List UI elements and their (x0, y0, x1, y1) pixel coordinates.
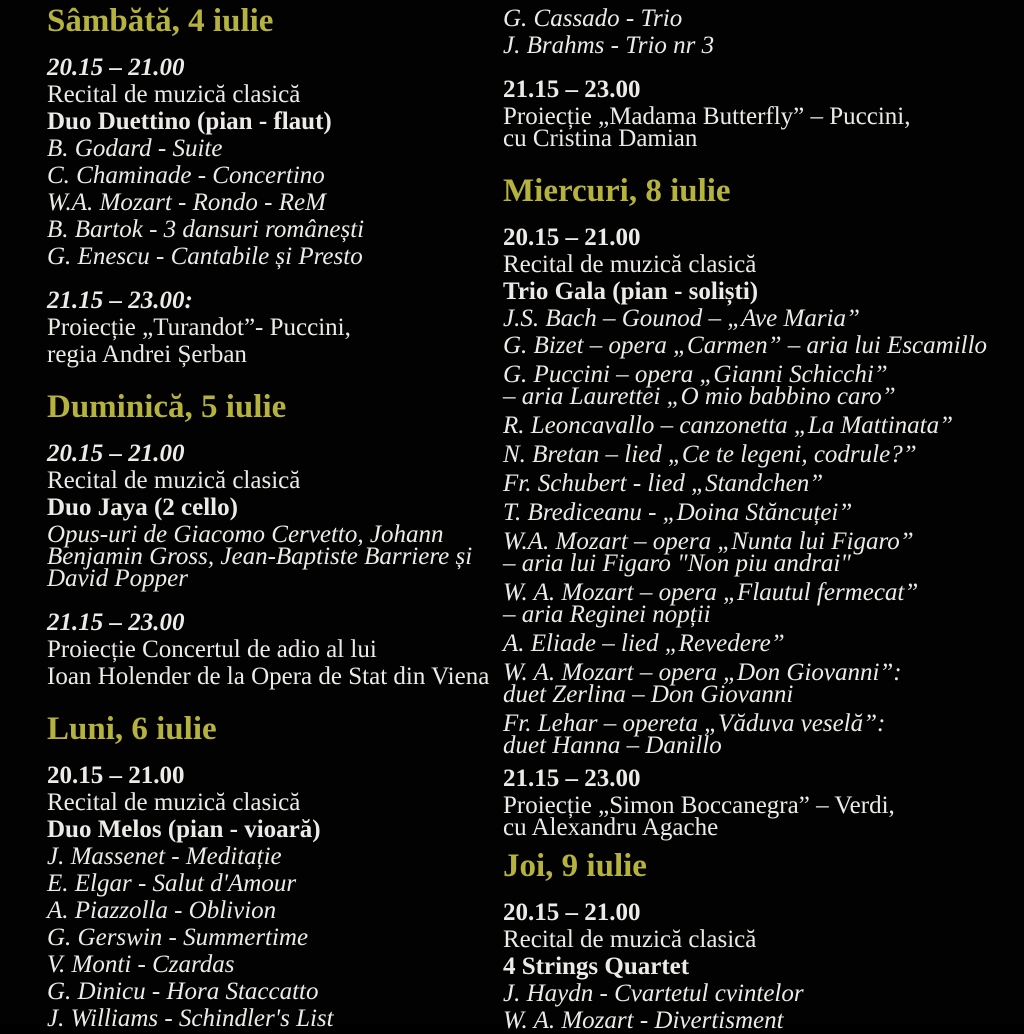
repertoire-line: W.A. Mozart – opera „Nunta lui Figaro” (503, 528, 914, 555)
time-slot: 21.15 – 23.00 (503, 765, 641, 792)
repertoire-line: B. Godard - Suite (47, 135, 223, 162)
repertoire-line: T. Brediceanu - „Doina Stăncuței” (503, 499, 853, 526)
repertoire-line: W. A. Mozart – opera „Don Giovanni”: (503, 659, 902, 686)
repertoire-line: Benjamin Gross, Jean-Baptiste Barriere și (47, 543, 473, 570)
repertoire-line: V. Monti - Czardas (47, 951, 235, 978)
repertoire-line: J. Brahms - Trio nr 3 (503, 32, 715, 59)
ensemble-name: Duo Duettino (pian - flaut) (47, 108, 332, 135)
event-info: Recital de muzică clasică (47, 467, 301, 494)
day-heading: Duminică, 5 iulie (47, 389, 287, 425)
day-heading: Joi, 9 iulie (503, 848, 647, 884)
repertoire-line: G. Puccini – opera „Gianni Schicchi” (503, 361, 888, 388)
repertoire-line: J. Massenet - Meditație (47, 843, 282, 870)
repertoire-line: C. Chaminade - Concertino (47, 162, 325, 189)
day-heading: Miercuri, 8 iulie (503, 173, 731, 209)
event-info: Proiecție „Turandot”- Puccini, (47, 314, 351, 341)
repertoire-line: J. Haydn - Cvartetul cvintelor (503, 980, 804, 1007)
event-info: cu Cristina Damian (503, 125, 698, 152)
day-heading: Luni, 6 iulie (47, 711, 217, 747)
event-info: Recital de muzică clasică (47, 789, 301, 816)
repertoire-line: J. Williams - Schindler's List (47, 1005, 334, 1032)
event-info: cu Alexandru Agache (503, 814, 719, 841)
ensemble-name: 4 Strings Quartet (503, 953, 690, 980)
repertoire-line: David Popper (47, 565, 188, 592)
repertoire-line: – aria Reginei nopții (503, 601, 711, 628)
repertoire-line: G. Enescu - Cantabile și Presto (47, 243, 363, 270)
repertoire-line: Fr. Lehar – opereta „Văduva veselă”: (503, 710, 886, 737)
repertoire-line: duet Hanna – Danillo (503, 732, 722, 759)
event-info: Recital de muzică clasică (503, 926, 757, 953)
repertoire-line: W. A. Mozart - Divertisment (503, 1007, 784, 1034)
time-slot: 20.15 – 21.00 (47, 54, 185, 81)
event-info: Recital de muzică clasică (47, 81, 301, 108)
schedule-column-left (47, 0, 497, 1032)
event-info: Ioan Holender de la Opera de Stat din Viena (47, 663, 490, 690)
schedule-column-right (503, 0, 1018, 1034)
repertoire-line: G. Gerswin - Summertime (47, 924, 309, 951)
repertoire-line: G. Cassado - Trio (503, 5, 683, 32)
event-info: Proiecție Concertul de adio al lui (47, 636, 377, 663)
event-info: Recital de muzică clasică (503, 251, 757, 278)
ensemble-name: Duo Melos (pian - vioară) (47, 816, 321, 843)
ensemble-name: Trio Gala (pian - soliști) (503, 278, 759, 305)
repertoire-line: W. A. Mozart – opera „Flautul fermecat” (503, 579, 919, 606)
time-slot: 20.15 – 21.00 (47, 440, 185, 467)
time-slot: 21.15 – 23.00 (47, 609, 185, 636)
ensemble-name: Duo Jaya (2 cello) (47, 494, 238, 521)
time-slot: 21.15 – 23.00 (503, 76, 641, 103)
event-info: Proiecție „Simon Boccanegra” – Verdi, (503, 792, 895, 819)
event-info: Proiecție „Madama Butterfly” – Puccini, (503, 103, 911, 130)
repertoire-line: duet Zerlina – Don Giovanni (503, 681, 794, 708)
day-heading: Sâmbătă, 4 iulie (47, 3, 274, 39)
repertoire-line: J.S. Bach – Gounod – „Ave Maria” (503, 305, 860, 332)
time-slot: 20.15 – 21.00 (503, 899, 641, 926)
repertoire-line: E. Elgar - Salut d'Amour (47, 870, 297, 897)
repertoire-line: – aria Laurettei „O mio babbino caro” (503, 383, 896, 410)
time-slot: 20.15 – 21.00 (503, 224, 641, 251)
time-slot: 20.15 – 21.00 (47, 762, 185, 789)
repertoire-line: B. Bartok - 3 dansuri românești (47, 216, 365, 243)
event-info: regia Andrei Șerban (47, 341, 247, 368)
repertoire-line: Fr. Schubert - lied „Standchen” (503, 470, 824, 497)
repertoire-line: Opus-uri de Giacomo Cervetto, Johann (47, 521, 444, 548)
repertoire-line: A. Eliade – lied „Revedere” (503, 630, 785, 657)
repertoire-line: A. Piazzolla - Oblivion (47, 897, 277, 924)
repertoire-line: – aria lui Figaro "Non piu andrai" (503, 550, 851, 577)
repertoire-line: G. Dinicu - Hora Staccatto (47, 978, 319, 1005)
repertoire-line: R. Leoncavallo – canzonetta „La Mattinata” (503, 412, 953, 439)
time-slot: 21.15 – 23.00: (47, 287, 193, 314)
repertoire-line: W.A. Mozart - Rondo - ReM (47, 189, 326, 216)
repertoire-line: N. Bretan – lied „Ce te legeni, codrule?” (503, 441, 917, 468)
repertoire-line: G. Bizet – opera „Carmen” – aria lui Escamillo (503, 332, 988, 359)
